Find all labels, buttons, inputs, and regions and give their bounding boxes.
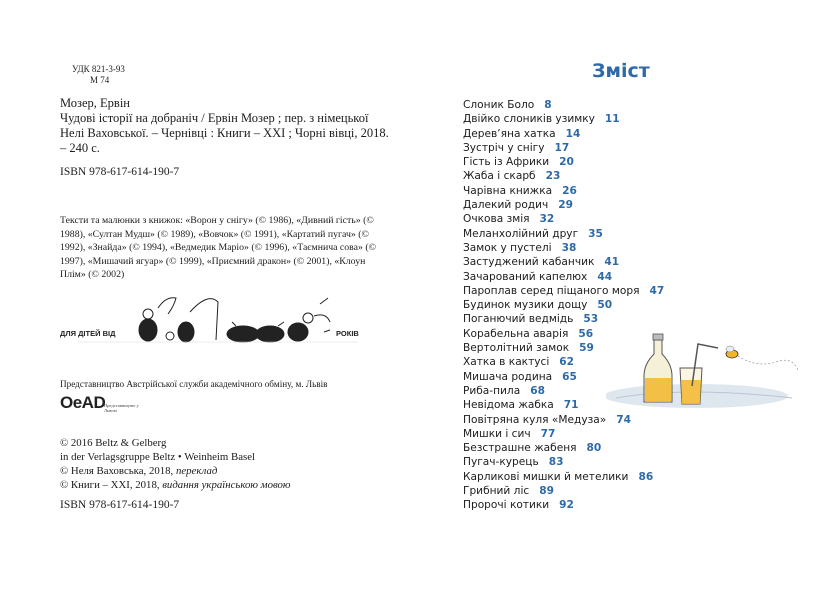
bibliographic-record <box>60 96 390 156</box>
toc-entry-page: 92 <box>559 499 574 512</box>
toc-entry <box>463 155 664 169</box>
toc-entry <box>463 141 664 155</box>
oead-note: Представництво Австрійської служби академічного обміну, м. Львів <box>60 379 328 389</box>
lemonade-illustration <box>606 326 802 410</box>
oead-logo: OeAD <box>60 393 106 412</box>
toc-entry-page: 23 <box>545 170 561 183</box>
toc-entry-title: Безстрашне жабеня <box>463 442 577 455</box>
toc-entry <box>463 484 664 498</box>
toc-entry-page: 62 <box>559 356 575 369</box>
toc-entry <box>463 127 664 141</box>
toc-entry <box>463 455 664 469</box>
author-name: Мозер, Ервін <box>60 96 130 110</box>
oead-logo-subtitle: Представництво у Львові <box>104 403 139 413</box>
toc-entry <box>463 427 664 441</box>
toc-entry-title: Слоник Боло <box>463 99 535 111</box>
toc-entry-title: Корабельна аварія <box>463 327 569 340</box>
copyright-line-3-italic: переклад <box>175 465 218 477</box>
toc-entry-title: Повітряна куля «Медуза» <box>463 413 607 426</box>
oead-logo-block <box>60 393 160 417</box>
toc-entry-title: Зустріч у снігу <box>463 141 545 154</box>
isbn-bottom: ISBN 978-617-614-190-7 <box>60 499 180 511</box>
toc-entry-title: Меланхолійний друг <box>463 227 579 240</box>
toc-entry-title: Замок у пустелі <box>463 241 552 254</box>
udk-line-2: М 74 <box>90 75 110 85</box>
toc-entry-page: 65 <box>562 370 577 383</box>
udk-line-1: УДК 821-3-93 <box>72 64 125 74</box>
sources-note: Тексти та малюнки з книжок: «Ворон у снігу» (© 1986), «Дивний гість» (© 1988), «Султан Мудш» (© 1989), «Вовчок» (© 1991), «Картатий пугач» (© 1992), «Знайда» (© 1994), «Ведмедик Маріо» (© 1996), «Таємнича сова» (© 1997), «Мишачий ягуар» (© 1999), «Приємний дракон» (© 2001), «Клоун Плім» (© 2002) <box>60 215 377 281</box>
toc-entry <box>463 284 664 298</box>
toc-entry-page: 17 <box>554 141 570 154</box>
toc-entry-title: Будинок музики дощу <box>463 299 588 312</box>
toc-entry-title: Двійко слоників узимку <box>463 113 595 126</box>
age-left-text: ДЛЯ ДІТЕЙ ВІД <box>60 329 116 338</box>
toc-entry-page: 44 <box>597 270 613 283</box>
toc-entry <box>463 441 664 455</box>
toc-entry-page: 38 <box>561 241 577 254</box>
age-right-text: РОКІВ <box>336 329 359 338</box>
toc-entry-page: 80 <box>586 442 602 455</box>
toc-entry <box>463 212 664 226</box>
isbn-top: ISBN 978-617-614-190-7 <box>60 166 180 178</box>
copyright-block <box>60 436 291 492</box>
toc-entry-page: 8 <box>544 99 552 111</box>
toc-entry-title: Дерев’яна хатка <box>463 127 556 140</box>
toc-entry-page: 86 <box>638 470 654 483</box>
toc-entry-page: 83 <box>548 456 564 469</box>
toc-entry-title: Вертолітний замок <box>463 342 570 355</box>
toc-entry-title: Зачарований капелюх <box>463 270 588 283</box>
toc-entry-page: 41 <box>604 256 620 269</box>
copyright-line-4-italic: видання українською мовою <box>162 479 291 491</box>
toc-entry-title: Поганючий ведмідь <box>463 313 574 326</box>
toc-entry-page: 50 <box>597 299 613 312</box>
toc-entry <box>463 498 664 512</box>
toc-entry <box>463 198 664 212</box>
book-description: Чудові історії на добраніч / Ервін Мозер ; пер. з німецької Нелі Ваховської. – Чернівці : Книги – XXI ; Чорні вівці, 2018. – 240 с. <box>60 111 389 155</box>
copyright-line-3 <box>60 464 291 478</box>
copyright-line-4-main: © Книги – XXI, 2018, <box>60 479 163 491</box>
copyright-line-2: in der Verlagsgruppe Beltz • Weinheim Basel <box>60 451 256 463</box>
age-illustration <box>58 292 388 350</box>
toc-entry-page: 32 <box>539 213 555 226</box>
copyright-line-3-main: © Неля Ваховська, 2018, <box>60 465 176 477</box>
toc-entry-title: Мишки і сич <box>463 427 531 440</box>
toc-entry <box>463 470 664 484</box>
toc-entry-page: 20 <box>559 156 574 169</box>
toc-entry-page: 11 <box>604 113 620 126</box>
toc-entry-page: 56 <box>578 327 594 340</box>
toc-entry-page: 35 <box>588 227 603 240</box>
toc-entry-title: Пугач-курець <box>463 456 539 469</box>
toc-entry <box>463 413 664 427</box>
toc-entry-page: 68 <box>530 384 545 397</box>
toc-entry-title: Гість із Африки <box>463 156 550 169</box>
toc-entry-page: 71 <box>563 399 579 412</box>
toc-entry-title: Пароплав серед піщаного моря <box>463 284 640 297</box>
toc-entry-title: Карликові мишки й метелики <box>463 470 629 483</box>
sketch-figures <box>78 298 358 342</box>
toc-entry-page: 53 <box>583 313 599 326</box>
copyright-line-1: © 2016 Beltz & Gelberg <box>60 437 167 449</box>
toc-entry-title: Далекий родич <box>463 199 549 212</box>
copyright-line-4 <box>60 478 291 492</box>
toc-entry-title: Мишача родина <box>463 370 553 383</box>
toc-entry-page: 77 <box>540 427 556 440</box>
toc-entry-title: Невідома жабка <box>463 399 554 412</box>
toc-entry <box>463 227 664 241</box>
toc-entry-page: 29 <box>558 199 574 212</box>
toc-entry-title: Застуджений кабанчик <box>463 256 595 269</box>
toc-entry-title: Пророчі котики <box>463 499 550 512</box>
toc-entry-page: 59 <box>579 342 594 355</box>
toc-entry-title: Хатка в кактусі <box>463 356 550 369</box>
toc-entry-title: Грибний ліс <box>463 485 530 498</box>
udk-code <box>72 64 125 86</box>
toc-title: Зміст <box>592 60 650 82</box>
toc-entry <box>463 241 664 255</box>
toc-entry-page: 14 <box>565 127 581 140</box>
toc-entry <box>463 255 664 269</box>
toc-entry-page: 47 <box>649 284 665 297</box>
toc-entry-page: 26 <box>562 184 577 197</box>
toc-entry-page: 74 <box>616 413 631 426</box>
toc-entry <box>463 169 664 183</box>
toc-entry <box>463 184 664 198</box>
toc-entry-title: Риба-пила <box>463 384 521 397</box>
toc-entry <box>463 270 664 284</box>
toc-entry-title: Очкова змія <box>463 213 530 226</box>
toc-entry <box>463 98 664 112</box>
table-of-contents <box>463 98 664 513</box>
toc-entry-title: Жаба і скарб <box>463 170 536 183</box>
toc-entry <box>463 112 664 126</box>
toc-entry <box>463 312 664 326</box>
toc-entry-title: Чарівна книжка <box>463 184 553 197</box>
toc-entry <box>463 298 664 312</box>
toc-entry-page: 89 <box>539 485 554 498</box>
